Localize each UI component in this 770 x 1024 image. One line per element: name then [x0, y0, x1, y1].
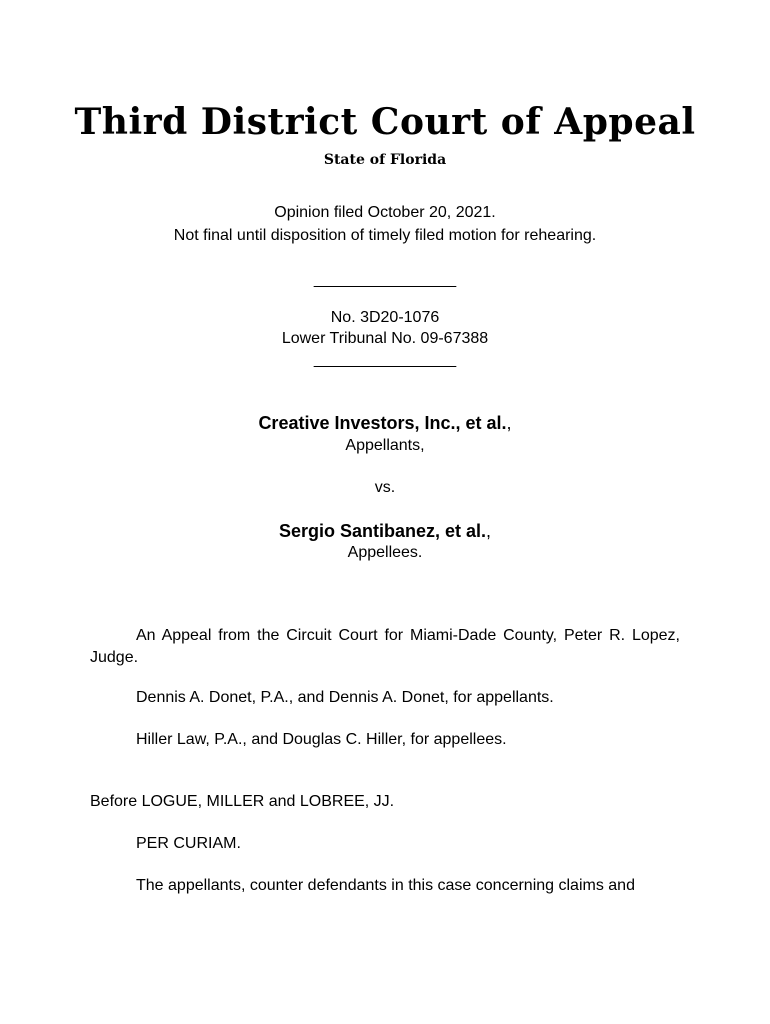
appellant-name: Creative Investors, Inc., et al.	[258, 413, 507, 433]
opinion-body-start: The appellants, counter defendants in this case concerning claims and	[136, 877, 635, 894]
lower-tribunal-number: Lower Tribunal No. 09-67388	[281, 330, 489, 347]
per-curiam: PER CURIAM.	[136, 835, 241, 852]
versus: vs.	[374, 479, 396, 496]
appellee-line	[0, 519, 770, 543]
separator-bottom: ________________	[313, 351, 457, 368]
appellee-role: Appellees.	[347, 544, 423, 561]
appellee-counsel: Hiller Law, P.A., and Douglas C. Hiller, for appellees.	[136, 731, 507, 748]
opinion-filed-date: Opinion filed October 20, 2021.	[274, 204, 496, 221]
separator-top: ________________	[313, 271, 457, 288]
court-state: State of Florida	[323, 152, 447, 168]
panel-judges: Before LOGUE, MILLER and LOBREE, JJ.	[90, 793, 395, 810]
appellee-name: Sergio Santibanez, et al.	[278, 521, 487, 541]
appellee-comma: ,	[486, 521, 492, 541]
appeal-from-paragraph: An Appeal from the Circuit Court for Miami-Dade County, Peter R. Lopez, Judge.	[90, 627, 680, 666]
not-final-notice: Not final until disposition of timely filed motion for rehearing.	[173, 227, 597, 244]
appellant-comma: ,	[506, 413, 512, 433]
court-name: Third District Court of Appeal	[74, 101, 696, 143]
appellant-counsel: Dennis A. Donet, P.A., and Dennis A. Donet, for appellants.	[136, 689, 554, 706]
appellant-line	[0, 411, 770, 435]
case-number: No. 3D20-1076	[330, 309, 440, 326]
appellant-role: Appellants,	[345, 437, 425, 454]
